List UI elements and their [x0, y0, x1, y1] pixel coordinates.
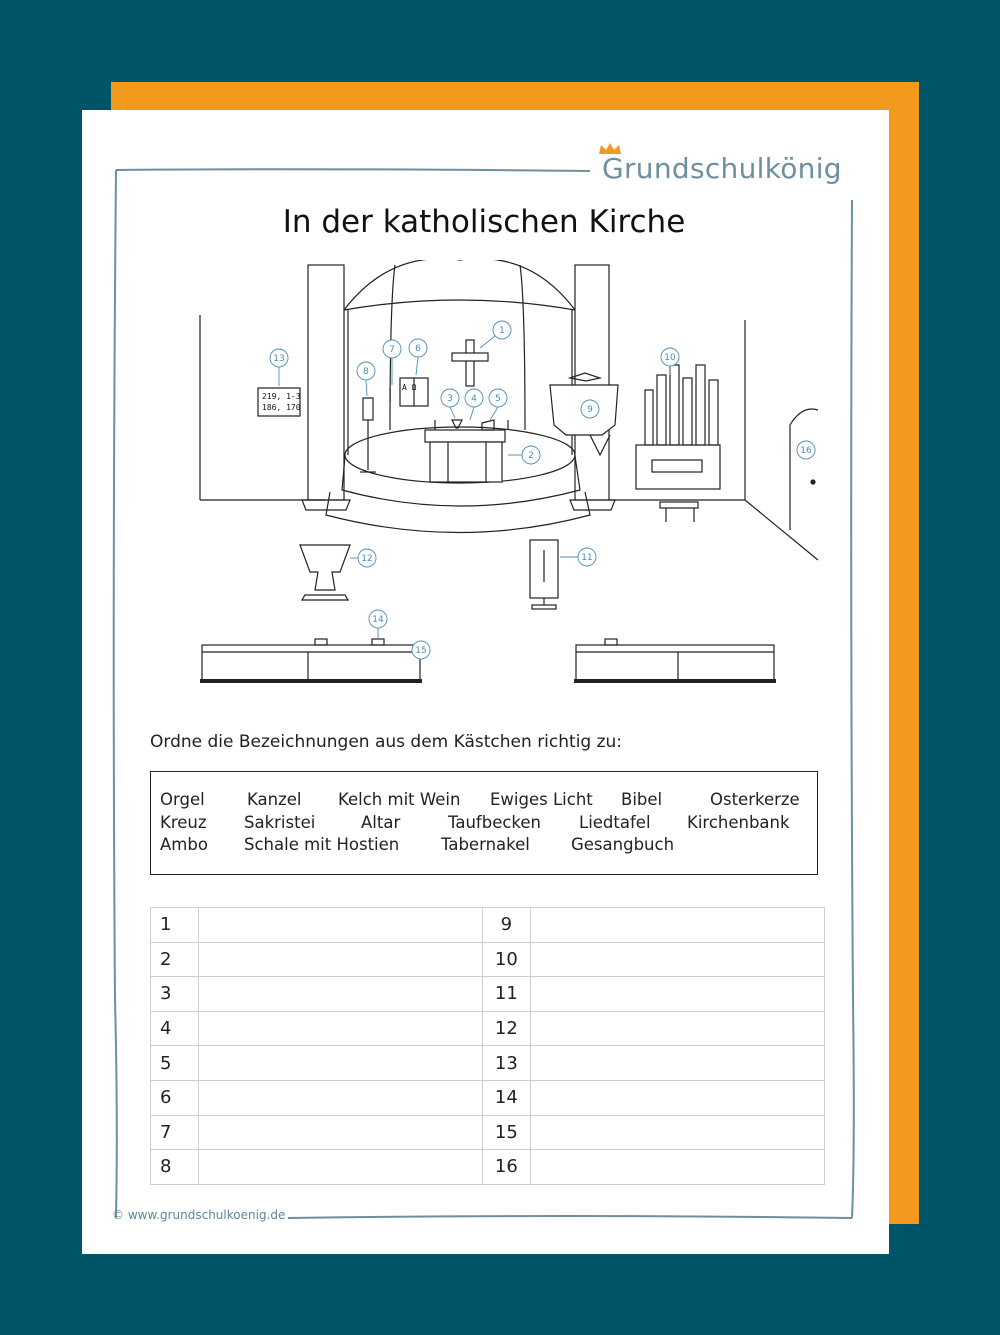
answer-field[interactable] — [198, 1150, 482, 1185]
word-item: Ambo — [160, 835, 208, 854]
answer-field[interactable] — [531, 1150, 825, 1185]
church-illustration — [190, 260, 820, 690]
row-number: 9 — [482, 908, 531, 943]
word-item: Liedtafel — [579, 813, 651, 832]
marker-15: 15 — [415, 646, 427, 656]
row-number: 10 — [482, 942, 531, 977]
answer-field[interactable] — [531, 1046, 825, 1081]
row-number: 3 — [151, 977, 199, 1012]
answer-field[interactable] — [198, 908, 482, 943]
answer-field[interactable] — [531, 942, 825, 977]
word-item: Gesangbuch — [571, 835, 675, 854]
marker-8: 8 — [363, 367, 369, 377]
marker-5: 5 — [495, 394, 501, 404]
answer-field[interactable] — [198, 1046, 482, 1081]
row-number: 4 — [151, 1011, 199, 1046]
row-number: 7 — [151, 1115, 199, 1150]
marker-14: 14 — [372, 615, 384, 625]
answer-field[interactable] — [531, 1011, 825, 1046]
answer-field[interactable] — [198, 1011, 482, 1046]
word-item: Bibel — [621, 790, 663, 809]
marker-3: 3 — [447, 394, 453, 404]
marker-16: 16 — [800, 446, 812, 456]
marker-11: 11 — [581, 553, 593, 563]
word-item: Taufbecken — [448, 813, 541, 832]
word-item: Tabernakel — [441, 835, 530, 854]
row-number: 12 — [482, 1011, 531, 1046]
song-board-line-1: 219, 1-3 — [262, 392, 301, 401]
answer-field[interactable] — [531, 977, 825, 1012]
row-number: 5 — [151, 1046, 199, 1081]
answer-field[interactable] — [531, 908, 825, 943]
song-board-line-2: 186, 170 — [262, 403, 301, 412]
marker-10: 10 — [664, 353, 676, 363]
marker-9: 9 — [587, 405, 593, 415]
tabernacle-letters: A Ω — [402, 383, 417, 392]
table-row — [151, 908, 825, 943]
page-title: In der katholischen Kirche — [282, 204, 686, 240]
table-row — [151, 977, 825, 1012]
answer-field[interactable] — [198, 942, 482, 977]
table-row — [151, 1011, 825, 1046]
row-number: 8 — [151, 1150, 199, 1185]
word-item: Kanzel — [247, 790, 302, 809]
row-number: 2 — [151, 942, 199, 977]
marker-6: 6 — [415, 344, 421, 354]
row-number: 14 — [482, 1080, 531, 1115]
word-item: Kreuz — [160, 813, 207, 832]
table-row — [151, 1150, 825, 1185]
answer-field[interactable] — [198, 1080, 482, 1115]
word-item: Schale mit Hostien — [244, 835, 400, 854]
footer-copyright[interactable]: © www.grundschulkoenig.de — [112, 1208, 286, 1222]
answer-table — [150, 907, 825, 1185]
table-row — [151, 1080, 825, 1115]
row-number: 16 — [482, 1150, 531, 1185]
marker-2: 2 — [528, 451, 534, 461]
marker-7: 7 — [389, 345, 395, 355]
marker-13: 13 — [273, 354, 285, 364]
word-item: Sakristei — [244, 813, 316, 832]
row-number: 6 — [151, 1080, 199, 1115]
row-number: 11 — [482, 977, 531, 1012]
marker-1: 1 — [499, 326, 505, 336]
brand-logo: Grundschulkönig — [602, 152, 842, 185]
table-row — [151, 942, 825, 977]
answer-field[interactable] — [198, 977, 482, 1012]
table-row — [151, 1046, 825, 1081]
instruction-text: Ordne die Bezeichnungen aus dem Kästchen richtig zu: — [150, 732, 623, 752]
row-number: 1 — [151, 908, 199, 943]
marker-12: 12 — [361, 554, 373, 564]
row-number: 15 — [482, 1115, 531, 1150]
word-item: Kelch mit Wein — [338, 790, 461, 809]
marker-4: 4 — [471, 394, 477, 404]
word-item: Osterkerze — [710, 790, 800, 809]
table-row — [151, 1115, 825, 1150]
word-box — [150, 771, 818, 875]
word-item: Ewiges Licht — [490, 790, 593, 809]
word-item: Kirchenbank — [687, 813, 790, 832]
answer-field[interactable] — [198, 1115, 482, 1150]
row-number: 13 — [482, 1046, 531, 1081]
word-item: Altar — [361, 813, 401, 832]
answer-field[interactable] — [531, 1115, 825, 1150]
word-item: Orgel — [160, 790, 205, 809]
answer-field[interactable] — [531, 1080, 825, 1115]
